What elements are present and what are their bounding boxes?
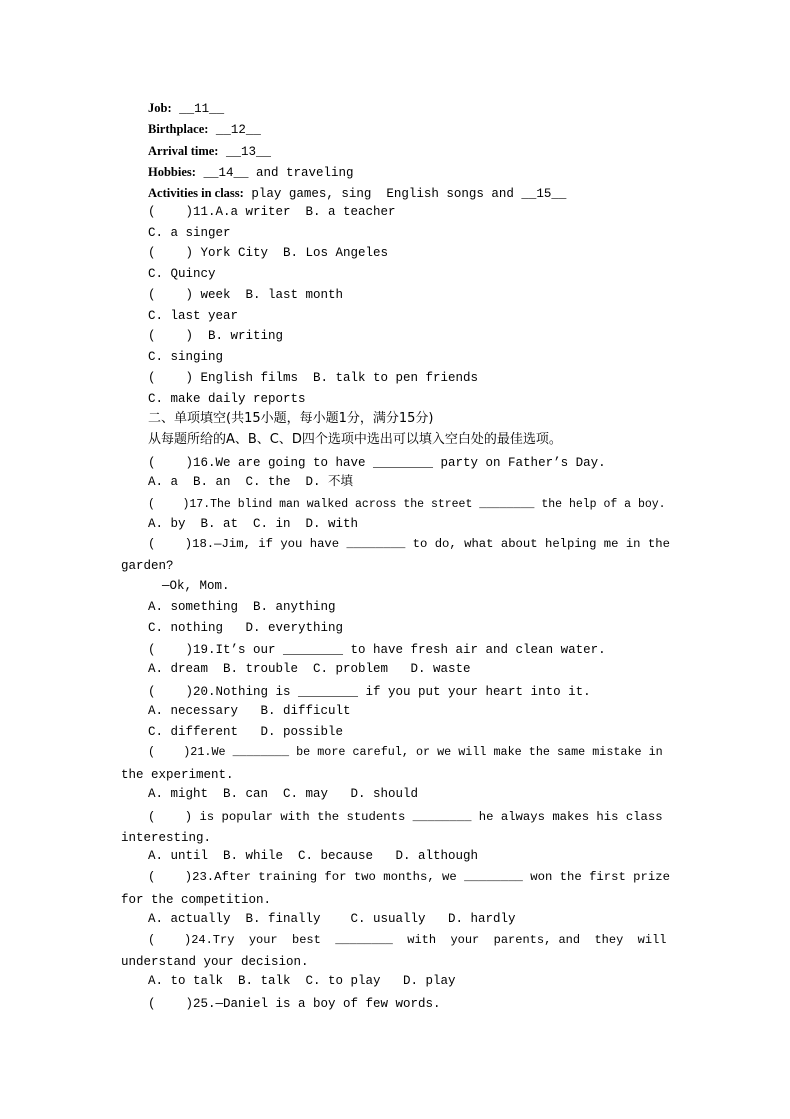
q22-options: A. until B. while C. because D. although [148, 849, 479, 863]
q23-options: A. actually B. finally C. usually D. hardly [148, 912, 516, 926]
q21-options: A. might B. can C. may D. should [148, 787, 419, 801]
q15-option-c: C. make daily reports [148, 392, 306, 406]
hobbies-line [148, 164, 353, 181]
q25-stem: ( )25.—Daniel is a boy of few words. [148, 997, 441, 1011]
birthplace-line [148, 121, 261, 138]
q20-stem: ( )20.Nothing is ________ if you put your heart into it. [148, 685, 591, 699]
activities-label: Activities in class: [148, 186, 244, 200]
q21-stem: ( )21.We ________ be more careful, or we will make the same mistake in [148, 745, 663, 759]
q18-options-cd: C. nothing D. everything [148, 621, 344, 635]
q20-options-ab: A. necessary B. difficult [148, 704, 351, 718]
arrival-blank: __13__ [218, 145, 271, 159]
job-line [148, 100, 224, 117]
activities-blank: play games, sing English songs and __15__ [243, 187, 567, 201]
activities-line [148, 185, 566, 202]
arrival-label: Arrival time: [148, 144, 219, 158]
q17-options: A. by B. at C. in D. with [148, 517, 359, 531]
hobbies-blank: __14__ and traveling [195, 166, 354, 180]
birthplace-label: Birthplace: [148, 122, 209, 136]
arrival-line [148, 143, 271, 160]
job-label: Job: [148, 101, 172, 115]
section2-instruction: 从每题所给的A、B、C、D四个选项中选出可以填入空白处的最佳选项。 [148, 432, 562, 447]
q13-option-c: C. last year [148, 309, 239, 323]
q19-options: A. dream B. trouble C. problem D. waste [148, 662, 471, 676]
section2-heading: 二、单项填空(共15小题，每小题1分，满分15分) [148, 411, 434, 426]
q12-line: ( ) York City B. Los Angeles [148, 246, 389, 260]
q16-stem: ( )16.We are going to have ________ party on Father’s Day. [148, 456, 606, 470]
q18-stem-cont: garden? [121, 559, 174, 573]
q21-stem-cont: the experiment. [121, 768, 234, 782]
q24-stem-cont: understand your decision. [121, 955, 309, 969]
q20-options-cd: C. different D. possible [148, 725, 344, 739]
q17-stem: ( )17.The blind man walked across the street ________ the help of a boy. [148, 498, 666, 511]
q14-option-c: C. singing [148, 350, 224, 364]
q22-stem-cont: interesting. [121, 831, 212, 845]
q18-stem: ( )18.—Jim, if you have ________ to do, what about helping me in the [148, 537, 670, 551]
q24-options: A. to talk B. talk C. to play D. play [148, 974, 456, 988]
birthplace-blank: __12__ [208, 123, 261, 137]
q18-options-ab: A. something B. anything [148, 600, 336, 614]
job-blank: __11__ [171, 102, 225, 116]
q12-option-c: C. Quincy [148, 267, 216, 281]
q14-line: ( ) B. writing [148, 329, 284, 343]
q18-reply: —Ok, Mom. [162, 579, 230, 593]
q23-stem: ( )23.After training for two months, we ________ won the first prize [148, 870, 670, 884]
q13-line: ( ) week B. last month [148, 288, 344, 302]
q24-stem: ( )24.Try your best ________ with your parents, and they will [148, 933, 667, 947]
q19-stem: ( )19.It’s our ________ to have fresh air and clean water. [148, 643, 606, 657]
q22-stem: ( ) is popular with the students ________ he always makes his class [148, 810, 663, 824]
q16-options: A. a B. an C. the D. 不填 [148, 475, 354, 489]
q15-line: ( ) English films B. talk to pen friends [148, 371, 479, 385]
q11-option-c: C. a singer [148, 226, 231, 240]
q23-stem-cont: for the competition. [121, 893, 272, 907]
q11-line: ( )11.A.a writer B. a teacher [148, 205, 396, 219]
hobbies-label: Hobbies: [148, 165, 196, 179]
